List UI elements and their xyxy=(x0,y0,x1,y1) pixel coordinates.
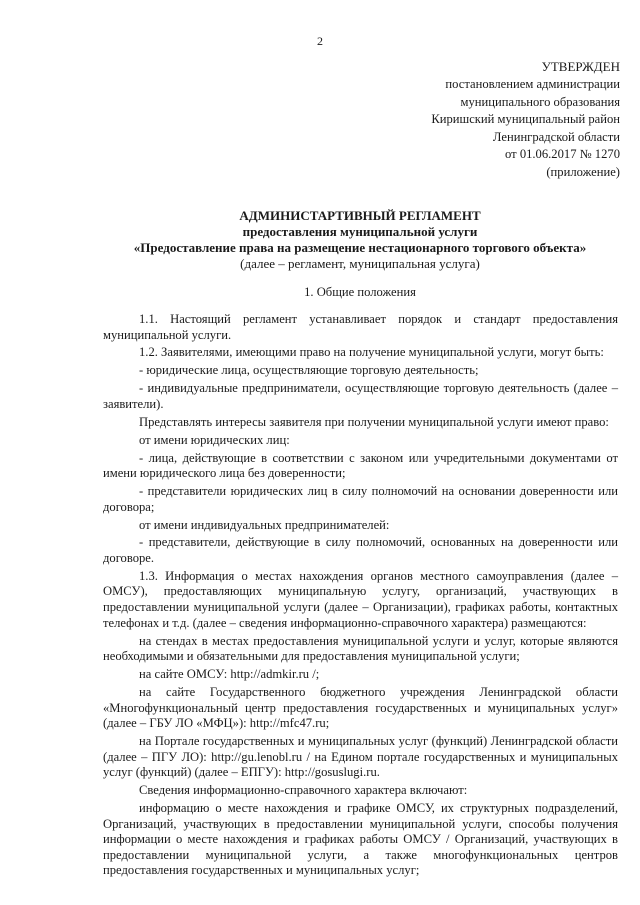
document-title xyxy=(0,208,640,272)
approval-line: Ленинградской области xyxy=(492,129,620,144)
paragraph: 1.2. Заявителями, имеющими право на получение муниципальной услуги, могут быть: xyxy=(139,345,604,360)
title-line: «Предоставление права на размещение нестационарного торгового объекта» xyxy=(133,240,587,255)
title-line: (далее – регламент, муниципальная услуга) xyxy=(240,256,480,271)
paragraph: на стендах в местах предоставления муниципальной услуги и услуг, которые являются необходимыми и обязательными для предоставления муниципальной услуги; xyxy=(103,633,618,664)
paragraph: на Портале государственных и муниципальных услуг (функций) Ленинградской области (далее – ПГУ ЛО): http://gu.lenobl.ru / на Едином портале государственных и муниципальных услуг (функций) (далее – ЕПГУ): http://gosuslugi.ru. xyxy=(103,734,618,780)
page-number: 2 xyxy=(317,34,323,48)
paragraph: - представители юридических лиц в силу полномочий на основании доверенности или договора; xyxy=(103,484,618,514)
paragraph: Сведения информационно-справочного характера включают: xyxy=(139,783,468,798)
paragraph: на сайте Государственного бюджетного учреждения Ленинградской области «Многофункциональный центр предоставления государственных и муниципальных услуг» (далее – ГБУ ЛО «МФЦ»): http://mfc47.ru; xyxy=(103,684,618,731)
paragraph: - лица, действующие в соответствии с законом или учредительными документами от имени юридического лица без доверенности; xyxy=(103,450,618,481)
paragraph: от имени индивидуальных предпринимателей: xyxy=(139,517,390,532)
paragraph: - представители, действующие в силу полномочий, основанных на доверенности или договоре. xyxy=(103,535,618,565)
title-line: АДМИНИСТАРТИВНЫЙ РЕГЛАМЕНТ xyxy=(239,208,481,223)
paragraph: от имени юридических лиц: xyxy=(139,432,290,447)
title-line: предоставления муниципальной услуги xyxy=(242,224,478,239)
paragraph: 1.1. Настоящий регламент устанавливает порядок и стандарт предоставления муниципальной услуги. xyxy=(103,312,618,342)
document-body xyxy=(103,312,618,881)
annex-label: (приложение) xyxy=(546,165,620,179)
paragraph: 1.3. Информация о местах нахождения органов местного самоуправления (далее – ОМСУ), предоставляющих муниципальную услугу, организаций, участвующих в предоставлении муниципальной услуги (далее – Организации), графиках работы, контактных телефонах и т.д. (далее – сведения информационно-справочного характера) размещаются: xyxy=(103,568,618,630)
approval-line: от 01.06.2017 № 1270 xyxy=(505,147,620,162)
approval-line: постановлением администрации xyxy=(445,77,620,92)
approval-stamp xyxy=(431,58,620,163)
paragraph: на сайте ОМСУ: http://admkir.ru /; xyxy=(139,667,320,682)
paragraph: информацию о месте нахождения и графике ОМСУ, их структурных подразделений, Организаций, участвующих в предоставлении муниципальной услуги, способы получения информации о месте нахождения и графиках работы ОМСУ / Организаций, участвующих в предоставлении муниципальной услуги, а также многофункциональных центров предоставления государственных и муниципальных услуг; xyxy=(103,800,618,878)
paragraph: Представлять интересы заявителя при получении муниципальной услуги имеют право: xyxy=(139,414,609,429)
approval-line: Киришский муниципальный район xyxy=(431,112,620,127)
paragraph: - индивидуальные предприниматели, осуществляющие торговую деятельность (далее – заявители). xyxy=(103,381,618,411)
paragraph: - юридические лица, осуществляющие торговую деятельность; xyxy=(139,363,479,378)
approval-line: муниципального образования xyxy=(460,94,620,109)
approval-heading: УТВЕРЖДЕН xyxy=(541,59,620,74)
section-heading: 1. Общие положения xyxy=(304,285,416,299)
